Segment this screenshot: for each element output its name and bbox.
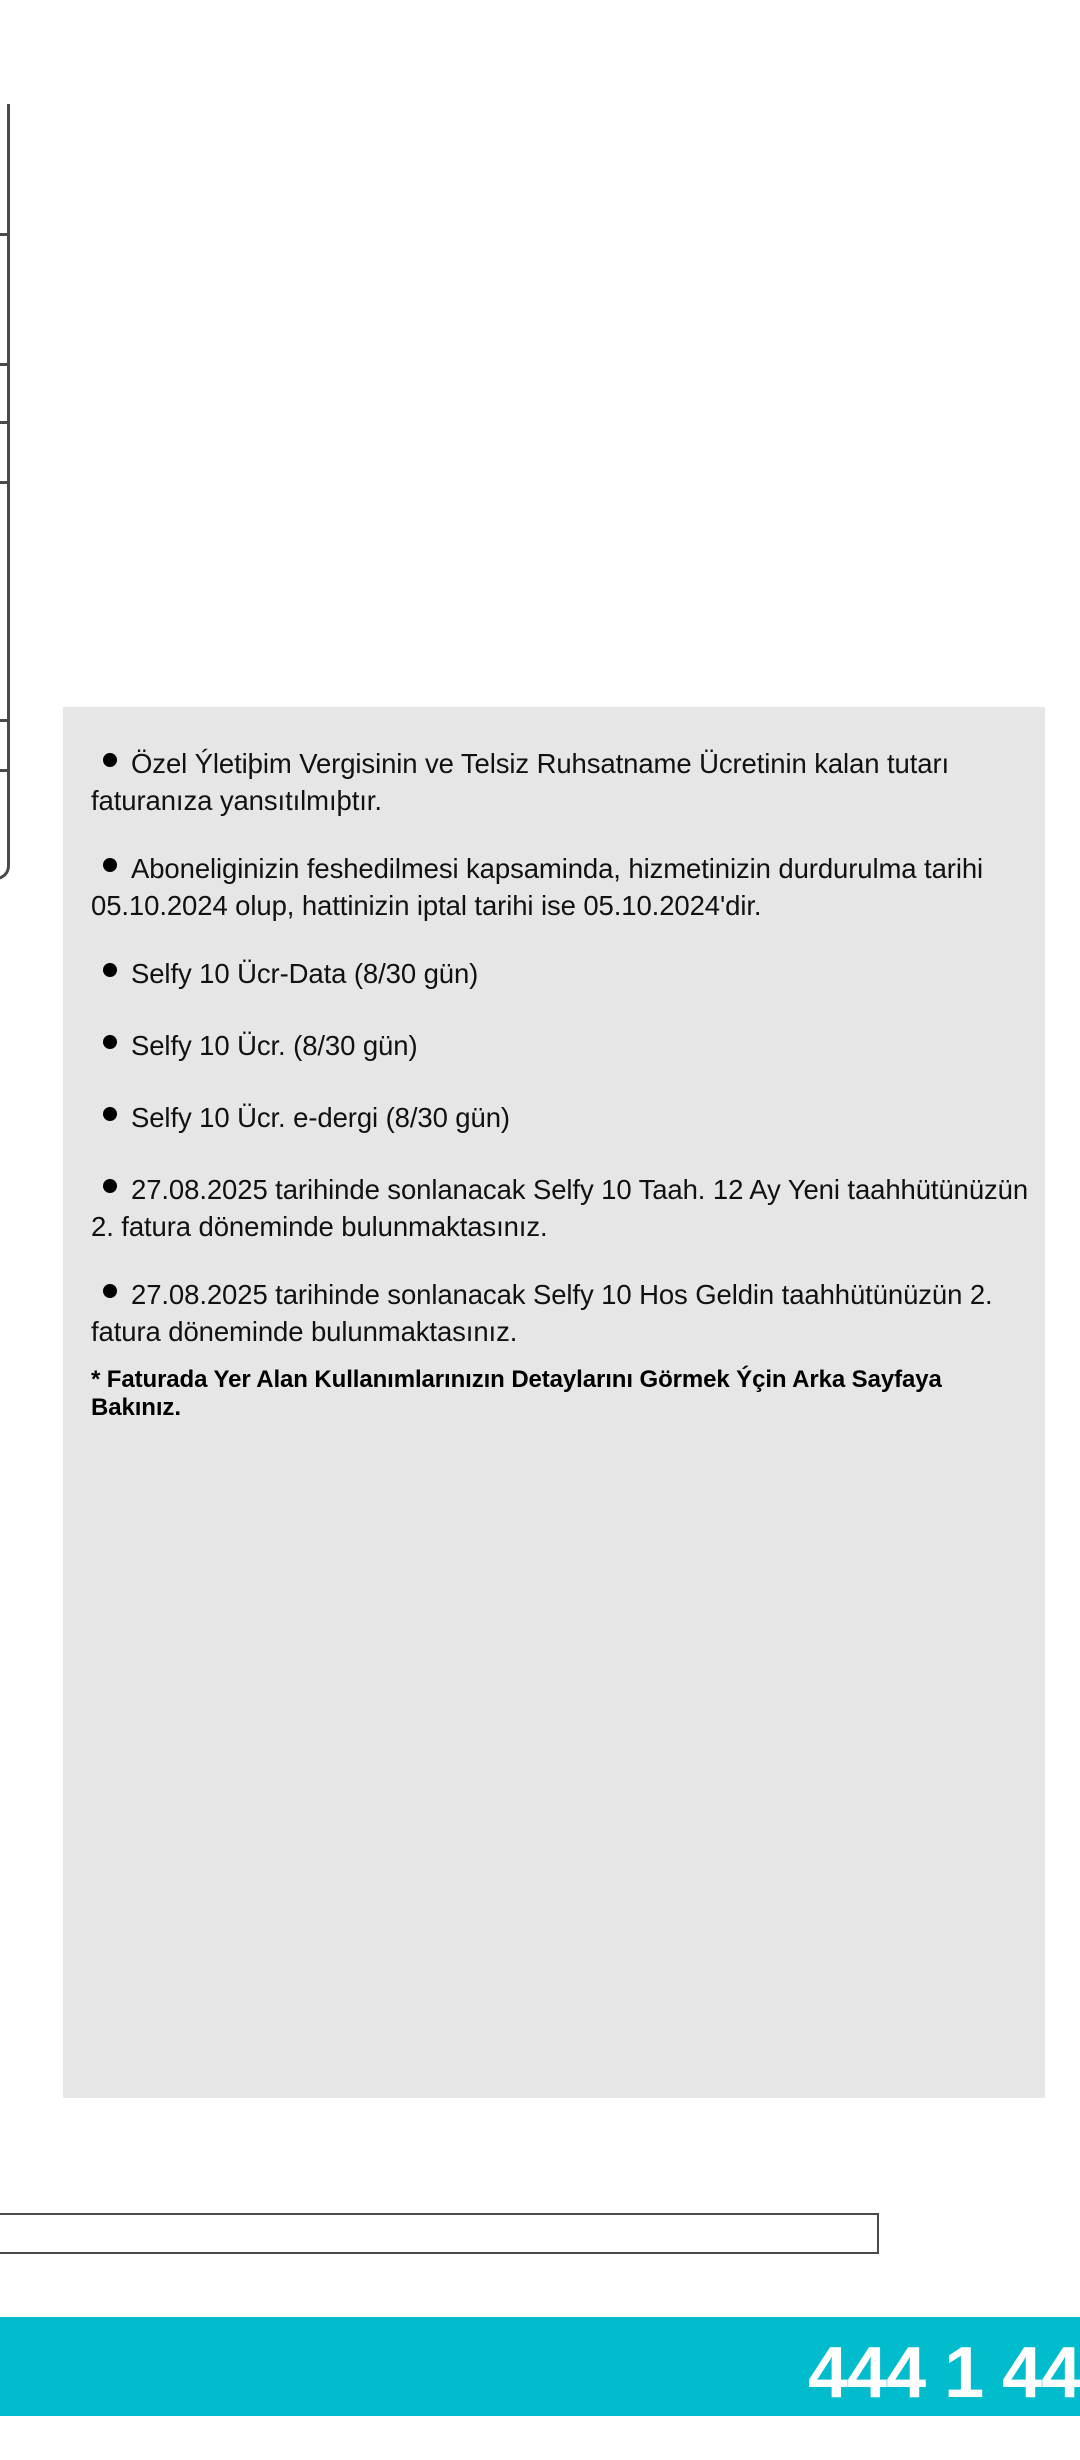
- notice-text: Selfy 10 Ücr. (8/30 gün): [131, 1030, 418, 1061]
- notice-list: [91, 745, 1031, 1422]
- notice-text: 27.08.2025 tarihinde sonlanacak Selfy 10 Hos Geldin taahhütünüzün 2. fatura döneminde bulunmaktasınız.: [91, 1279, 993, 1347]
- table-row-divider: [0, 719, 10, 722]
- footnote-back-page: * Faturada Yer Alan Kullanımlarınızın Detaylarını Görmek Ýçin Arka Sayfaya Bakınız.: [91, 1366, 942, 1421]
- phone-number[interactable]: 444 1 44: [808, 2333, 1080, 2413]
- table-row-divider: [0, 481, 10, 484]
- notice-text: Aboneliginizin feshedilmesi kapsaminda, hizmetinizin durdurulma tarihi 05.10.2024 olup, hattinizin iptal tarihi ise 05.10.2024'dir.: [91, 853, 984, 921]
- table-row-divider: [0, 233, 10, 236]
- summary-table-edge: [0, 104, 10, 880]
- bullet-icon: [103, 1035, 117, 1049]
- notice-item: [91, 1099, 1031, 1136]
- bullet-icon: [103, 1107, 117, 1121]
- bullet-icon: [103, 858, 117, 872]
- table-row-divider: [0, 363, 10, 366]
- table-row-divider: [0, 769, 10, 772]
- bullet-icon: [103, 753, 117, 767]
- notice-item: [91, 1027, 1031, 1064]
- bullet-icon: [103, 1284, 117, 1298]
- notice-item: [91, 955, 1031, 992]
- notice-text: Özel Ýletiþim Vergisinin ve Telsiz Ruhsatname Ücretinin kalan tutarı faturanıza yansıtılmıþtır.: [91, 748, 950, 816]
- bullet-icon: [103, 1179, 117, 1193]
- notice-text: Selfy 10 Ücr-Data (8/30 gün): [131, 958, 479, 989]
- notice-item: [91, 1276, 1031, 1350]
- bullet-icon: [103, 963, 117, 977]
- empty-field-box: [0, 2213, 879, 2254]
- notice-item: [91, 850, 1031, 924]
- notice-text: 27.08.2025 tarihinde sonlanacak Selfy 10 Taah. 12 Ay Yeni taahhütünüzün 2. fatura döneminde bulunmaktasınız.: [91, 1174, 1029, 1242]
- notice-item: [91, 1171, 1031, 1245]
- notice-panel: [63, 707, 1045, 2098]
- notice-item: [91, 745, 1031, 819]
- contact-banner: [0, 2317, 1080, 2416]
- table-row-divider: [0, 421, 10, 424]
- notice-text: Selfy 10 Ücr. e-dergi (8/30 gün): [131, 1102, 510, 1133]
